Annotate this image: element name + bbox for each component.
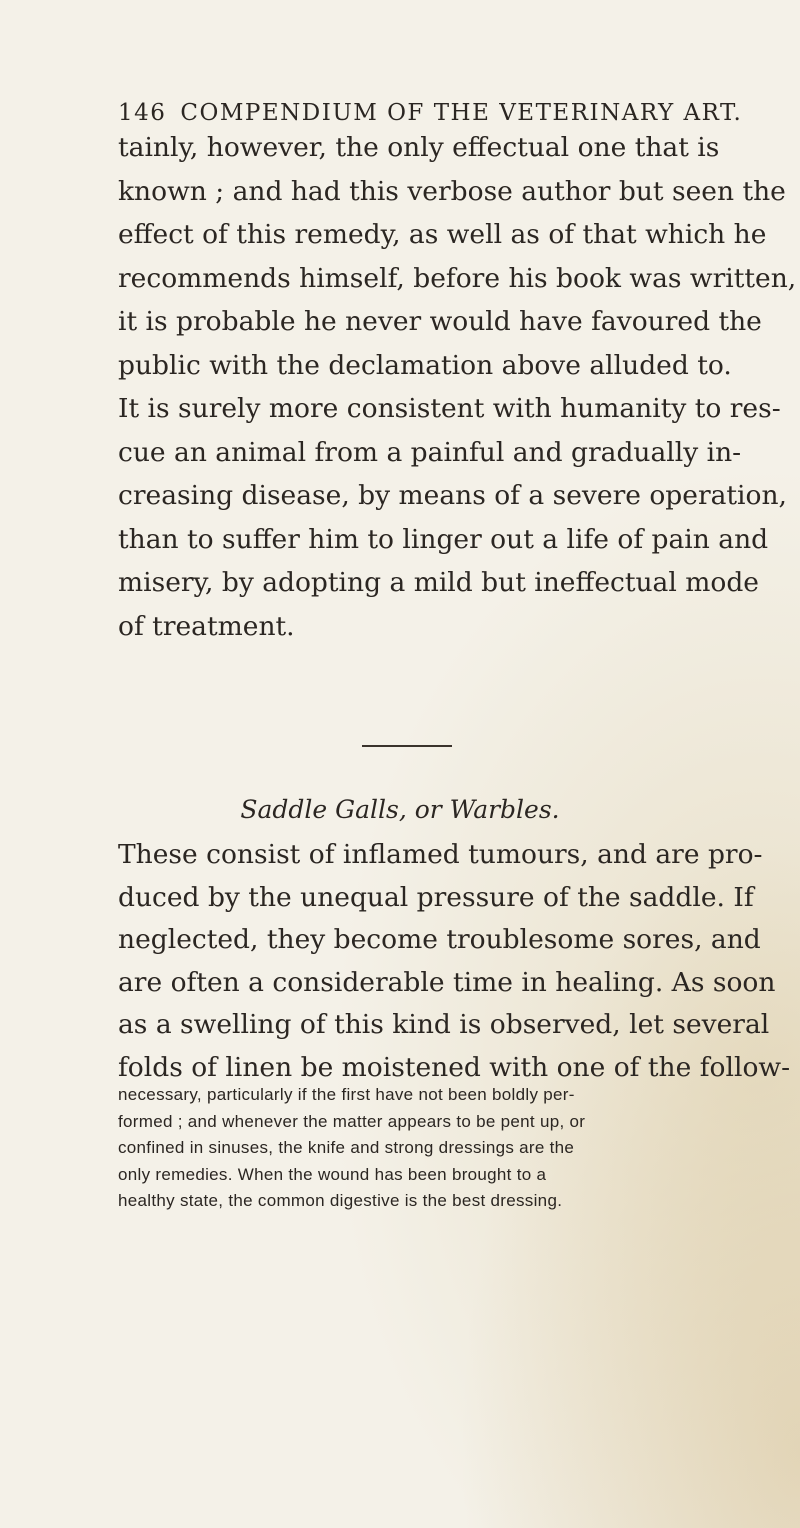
paragraph-2 <box>118 834 791 1089</box>
text-line: effect of this remedy, as well as of that which he <box>118 219 767 250</box>
text-line: creasing disease, by means of a severe operation, <box>118 480 787 511</box>
text-line: cue an animal from a painful and gradually in- <box>118 436 742 468</box>
text-line: These consist of inflamed tumours, and are pro- <box>118 839 763 870</box>
text-line: neglected, they become troublesome sores, and <box>118 924 761 955</box>
text-line: are often a considerable time in healing. As soon <box>118 966 776 998</box>
running-title: COMPENDIUM OF THE VETERINARY ART. <box>180 100 743 126</box>
text-line: folds of linen be moistened with one of the follow- <box>118 1051 791 1083</box>
paragraph-1 <box>118 126 797 648</box>
text-line: tainly, however, the only effectual one that is <box>118 132 720 163</box>
footnote <box>118 1082 788 1215</box>
footnote-line: only remedies. When the wound has been brought to a <box>118 1164 547 1184</box>
text-line: recommends himself, before his book was written, <box>118 262 797 294</box>
text-line: public with the declamation above alluded to. <box>118 349 732 381</box>
text-line: misery, by adopting a mild but ineffectual mode <box>118 567 759 598</box>
footnote-line: formed ; and whenever the matter appears to be pent up, or <box>118 1111 586 1131</box>
section-heading: Saddle Galls, or Warbles. <box>240 795 560 824</box>
text-line: of treatment. <box>118 610 295 642</box>
section-divider <box>362 745 452 747</box>
footnote-line: confined in sinuses, the knife and strong dressings are the <box>118 1138 575 1157</box>
page-number: 146 <box>118 100 167 126</box>
text-line: duced by the unequal pressure of the saddle. If <box>118 881 754 913</box>
running-head <box>118 100 758 126</box>
text-line: it is probable he never would have favoured the <box>118 306 762 337</box>
footnote-line: healthy state, the common digestive is the best dressing. <box>118 1191 563 1210</box>
footnote-line: necessary, particularly if the first have not been boldly per- <box>118 1085 575 1104</box>
text-line: known ; and had this verbose author but seen the <box>118 175 786 207</box>
text-line: than to suffer him to linger out a life of pain and <box>118 523 769 555</box>
text-line: It is surely more consistent with humanity to res- <box>118 393 781 424</box>
text-line: as a swelling of this kind is observed, let several <box>118 1009 770 1040</box>
